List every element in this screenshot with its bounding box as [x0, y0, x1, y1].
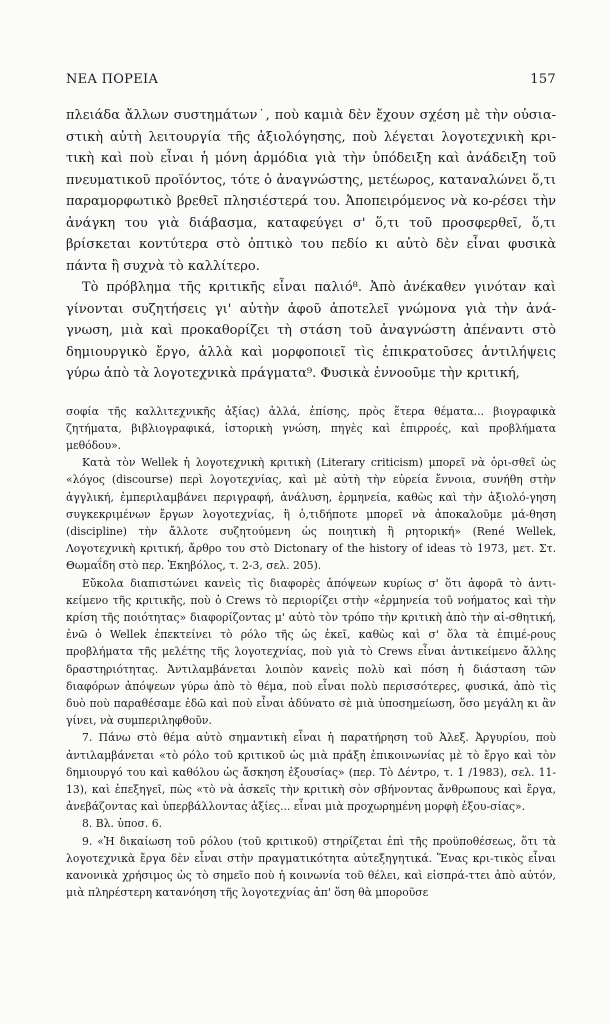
- footnote: Κατὰ τὸν Wellek ἡ λογοτεχνικὴ κριτικὴ (Literary criticism) μπορεῖ νὰ ὁρι-σθεῖ ὡς «λόγος (discourse) περὶ λογοτεχνίας, καὶ μὲ αὐτὴ τὴν εὐρεία ἔννοια, συνήθη στὴν ἀγγλική, ἐμπεριλαμβάνει περιγραφή, ἀνάλυση, ἑρμηνεία, καθὼς καὶ τὴν ἀξιολό-γηση συγκεκριμένων ἔργων λογοτεχνίας, ἢ ὁ,τιδήποτε μπορεῖ νὰ ἀποκαλοῦμε μά-θηση (discipline) τὴν ἄλλοτε συζητούμενη ὡς ποιητικὴ ἢ ρητορική» (René Wellek, Λογοτεχνικὴ κριτική, ἄρθρο του στὸ Dictonary of the history of ideas τὸ 1973, μετ. Στ. Θωμαΐδη στὸ περ. Ἐκηβόλος, τ. 2-3, σελ. 205).: [66, 456, 556, 573]
- footnotes: [66, 403, 556, 902]
- footnote: 7. Πάνω στὸ θέμα αὐτὸ σημαντικὴ εἶναι ἡ παρατήρηση τοῦ Ἀλεξ. Ἀργυρίου, ποὺ ἀντιλαμβάνεται «τὸ ρόλο τοῦ κριτικοῦ ὡς μιὰ πράξη ἐπικοινωνίας μὲ τὸ ἔργο καὶ τὸν δημιουργό του καὶ καθόλου ὡς ἄσκηση ἐξουσίας» (περ. Τὸ Δέντρο, τ. 1 /1983), σελ. 11-13), καὶ ἐπεξηγεῖ, πὼς «τὸ νὰ ἀσκεῖς τὴν κριτικὴ σὸν σβήνοντας ἄνθρωπους καὶ ἔργα, ἀνεβάζοντας καὶ ὑπερβάλλοντας ἀξίες... εἶναι μιὰ προχωρημένη μορφὴ ἐξου-σίας».: [66, 731, 556, 814]
- running-header: [66, 72, 556, 87]
- footnote: 8. Βλ. ὑποσ. 6.: [82, 817, 163, 831]
- section-gap: [66, 385, 556, 403]
- footnote: σοφία τῆς καλλιτεχνικῆς ἀξίας) ἀλλά, ἐπίσης, πρὸς ἕτερα θέματα... βιογραφικὰ ζητήματα, βιβλιογραφικά, ἱστορικὴ γνώση, πηγὲς καὶ ἐπιρροές, καὶ προβλήματα μεθόδου».: [66, 404, 556, 452]
- main-text: [66, 105, 556, 385]
- paragraph: πλειάδα ἄλλων συστημάτων˙, ποὺ καμιὰ δὲν ἔχουν σχέση μὲ τὴν οὐσια-στικὴ αὐτὴ λειτουργία τῆς ἀξιολόγησης, ποὺ λέγεται λογοτεχνικὴ κρι-τικὴ καὶ ποὺ εἶναι ἡ μόνη ἁρμόδια γιὰ τὴν ὑπόδειξη καὶ ἀνάδειξη τοῦ πνευματικοῦ προϊόντος, τότε ὁ ἀναγνώστης, μετέωρος, καταναλώνει ὅ,τι παραμορφωτικὸ βρεθεῖ πλησιέστερά του. Ἀποπειρόμενος νὰ κο-ρέσει τὴν ἀνάγκη του γιὰ διάβασμα, καταφεύγει σ' ὅ,τι τοῦ προσφερθεῖ, ὅ,τι βρίσκεται κοντύτερα στὸ ὀπτικὸ του πεδίο κι αὐτὸ δὲν εἶναι φυσικὰ πάντα ἢ συχνὰ τὸ καλλίτερο.: [66, 108, 556, 274]
- page-number: 157: [530, 72, 556, 87]
- paragraph: Τὸ πρόβλημα τῆς κριτικῆς εἶναι παλιό⁸. Ἀπὸ ἀνέκαθεν γινόταν καὶ γίνονται συζητήσεις γι' αὐτὴν ἀφοῦ ἀποτελεῖ γνώμονα γιὰ τὴν ἀνά-γνωση, μιὰ καὶ προκαθορίζει τὴ στάση τοῦ ἀναγνώστη ἀπέναντι στὸ δημιουργικὸ ἔργο, ἀλλὰ καὶ μορφοποιεῖ τὶς ἐπικρατοῦσες ἀντιλήψεις γύρω ἀπὸ τὰ λογοτεχνικὰ πράγματα⁹. Φυσικὰ ἐννοοῦμε τὴν κριτική,: [66, 280, 556, 381]
- footnote: Εὔκολα διαπιστώνει κανεὶς τὶς διαφορὲς ἀπόψεων κυρίως σ' ὅτι ἀφορᾶ τὸ ἀντι-κείμενο τῆς κριτικῆς, ποὺ ὁ Crews τὸ περιορίζει στὴν «ἑρμηνεία τοῦ νοήματος καὶ τὴν κρίση τῆς ποιότητας» διαφορίζοντας μ' αὐτὸ τὸν τρόπο τὴν κριτικὴ ἀπὸ τὴν αἰ-σθητική, ἐνῶ ὁ Wellek ἐπεκτείνει τὸ ρόλο τῆς ὡς ἐκεῖ, καθὼς καὶ σ' ὅλα τὰ ἐπιμέ-ρους προβλήματα τῆς μελέτης τῆς λογοτεχνίας, ποὺ γιὰ τὸ Crews εἶναι ἀντικείμενο ἄλλης δραστηριότητας. Ἀντιλαμβάνεται λοιπὸν κανεὶς πολὺ καὶ πόση ἡ διάσταση τῶν διαφόρων ἀπόψεων γύρω ἀπὸ τὸ θέμα, ποὺ εἶναι πολὺ περισσότερες, φυσικά, ἀπὸ τὶς δυὸ ποὺ παραθέσαμε ἐδῶ καὶ ποὺ εἶναι ἀδύνατο σὲ μιὰ ὑποσημείωση, ὅσο μεγάλη κι ἂν γίνει, νὰ συμπεριληφθοῦν.: [66, 576, 556, 728]
- journal-title: ΝΕΑ ΠΟΡΕΙΑ: [66, 72, 159, 87]
- footnote: 9. «Ἡ δικαίωση τοῦ ρόλου (τοῦ κριτικοῦ) στηρίζεται ἐπὶ τῆς προϋποθέσεως, ὅτι τὰ λογοτεχνικὰ ἔργα δὲν εἶναι στὴν πραγματικότητα αὐτεξηγητικά. Ἕνας κρι-τικὸς εἶναι κανονικὰ χρήσιμος ὡς τὸ σημεῖο ποὺ ἡ κοινωνία τοῦ θέλει, καὶ εἰσπρά-ττει ἀπὸ αὐτόν, μιὰ πληρέστερη κατανόηση τῆς λογοτεχνίας ἀπ' ὅση θὰ μποροῦσε: [66, 834, 556, 900]
